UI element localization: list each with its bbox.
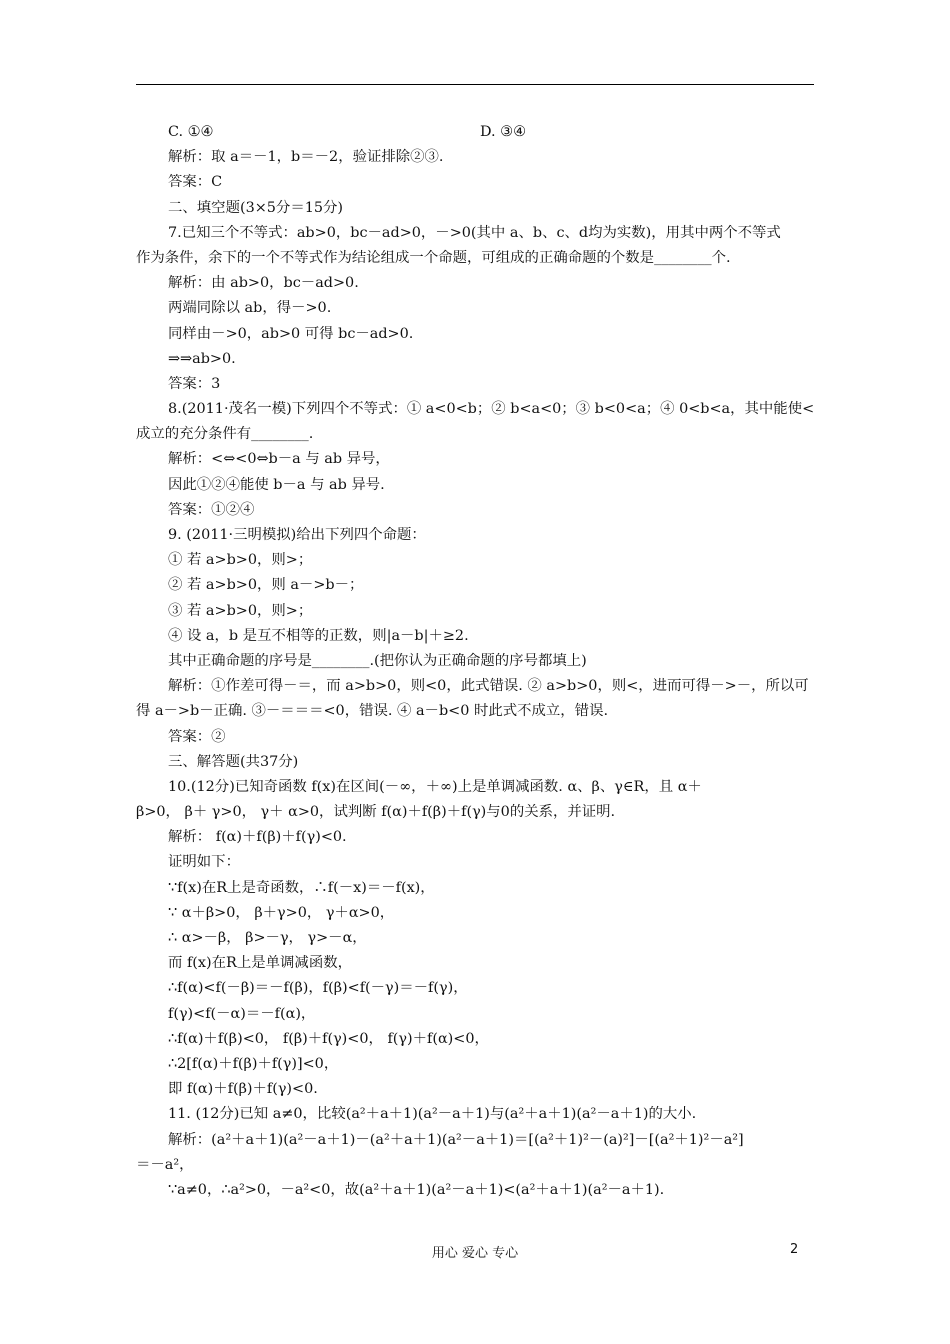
text-line: 7.已知三个不等式：ab>0，bc－ad>0，－>0(其中 a、b、c、d均为实数)，用其中两个不等式 (168, 224, 781, 241)
section-heading: 二、填空题(3×5分＝15分) (168, 199, 344, 216)
page-body (136, 120, 814, 1203)
option-d: D. ③④ (480, 124, 526, 140)
text-line: 10.(12分)已知奇函数 f(x)在区间(－∞，＋∞)上是单调减函数. α、β、γ∈R，且 α＋ (168, 778, 702, 795)
text-line: ② 若 a>b>0，则 a－>b－； (168, 577, 364, 594)
text-line: 解析：①作差可得－＝，而 a>b>0，则<0，此式错误. ② a>b>0，则<，进而可得－>－，所以可 (168, 678, 809, 695)
text-line: ＝－a²， (136, 1156, 194, 1173)
text-line: 作为条件，余下的一个不等式作为结论组成一个命题，可组成的正确命题的个数是________个. (136, 249, 731, 266)
text-line: ∵f(x)在R上是奇函数，∴f(－x)＝－f(x)， (168, 879, 435, 896)
text-line: 11. (12分)已知 a≠0，比较(a²＋a＋1)(a²－a＋1)与(a²＋a＋1)(a²－a＋1)的大小. (168, 1106, 697, 1123)
header-rule (136, 84, 814, 85)
text-line: ∵a≠0，∴a²>0，－a²<0，故(a²＋a＋1)(a²－a＋1)<(a²＋a＋1)(a²－a＋1). (168, 1181, 665, 1198)
text-line: 证明如下： (168, 854, 240, 871)
text-line: f(γ)<f(－α)＝－f(α)， (168, 1005, 316, 1022)
text-line: ∴f(α)<f(－β)＝－f(β)，f(β)<f(－γ)＝－f(γ)， (168, 980, 468, 997)
text-line: 因此①②④能使 b－a 与 ab 异号. (168, 476, 385, 493)
text-line: 9. (2011·三明模拟)给出下列四个命题： (168, 527, 426, 543)
text-line: 答案：①②④ (168, 501, 255, 518)
text-line: ∴f(α)＋f(β)<0， f(β)＋f(γ)<0， f(γ)＋f(α)<0， (168, 1030, 489, 1047)
text-line: ③ 若 a>b>0，则>； (168, 602, 313, 619)
text-line: 即 f(α)＋f(β)＋f(γ)<0. (168, 1081, 318, 1098)
text-line: 其中正确命题的序号是________.(把你认为正确命题的序号都填上) (168, 652, 587, 669)
options-row (136, 120, 814, 145)
text-line: 得 a－>b－正确. ③－＝＝＝<0，错误. ④ a－b<0 时此式不成立，错误. (136, 703, 609, 720)
page-number: 2 (790, 1242, 799, 1257)
text-line: 解析：取 a＝－1，b＝－2，验证排除②③. (168, 149, 444, 166)
text-line: 答案：② (168, 728, 226, 745)
text-line: 答案：C (168, 174, 223, 191)
text-line: β>0， β＋ γ>0， γ＋ α>0，试判断 f(α)＋f(β)＋f(γ)与0的关系，并证明. (136, 804, 616, 821)
text-line: 8.(2011·茂名一模)下列四个不等式：① a<0<b；② b<a<0；③ b<0<a；④ 0<b<a，其中能使< (168, 401, 815, 418)
section-heading: 三、解答题(共37分) (168, 753, 299, 770)
text-line: 成立的充分条件有________. (136, 426, 314, 443)
text-line: ∴2[f(α)＋f(β)＋f(γ)]<0， (168, 1055, 339, 1072)
text-line: ① 若 a>b>0，则>； (168, 552, 313, 569)
text-line: 解析： f(α)＋f(β)＋f(γ)<0. (168, 829, 347, 846)
text-line: 解析：(a²＋a＋1)(a²－a＋1)－(a²＋a＋1)(a²－a＋1)＝[(a²＋1)²－(a)²]－[(a²＋1)²－a²] (168, 1131, 744, 1148)
text-line: 而 f(x)在R上是单调减函数， (168, 955, 352, 972)
text-line: 同样由－>0，ab>0 可得 bc－ad>0. (168, 325, 414, 342)
text-line: ∴ α>－β， β>－γ， γ>－α， (168, 930, 367, 946)
text-line: 解析：<⇔<0⇔b－a 与 ab 异号， (168, 451, 390, 468)
text-line: ⇒⇒ab>0. (168, 350, 236, 367)
text-line: ∵ α＋β>0， β＋γ>0， γ＋α>0， (168, 904, 395, 921)
footer-motto: 用心 爱心 专心 (431, 1246, 519, 1261)
text-line: 解析：由 ab>0，bc－ad>0. (168, 275, 359, 292)
option-c: C. ①④ (168, 124, 214, 140)
text-line: 两端同除以 ab，得－>0. (168, 300, 332, 317)
text-line: 答案：3 (168, 375, 221, 392)
text-line: ④ 设 a，b 是互不相等的正数，则|a－b|＋≥2. (168, 627, 469, 644)
